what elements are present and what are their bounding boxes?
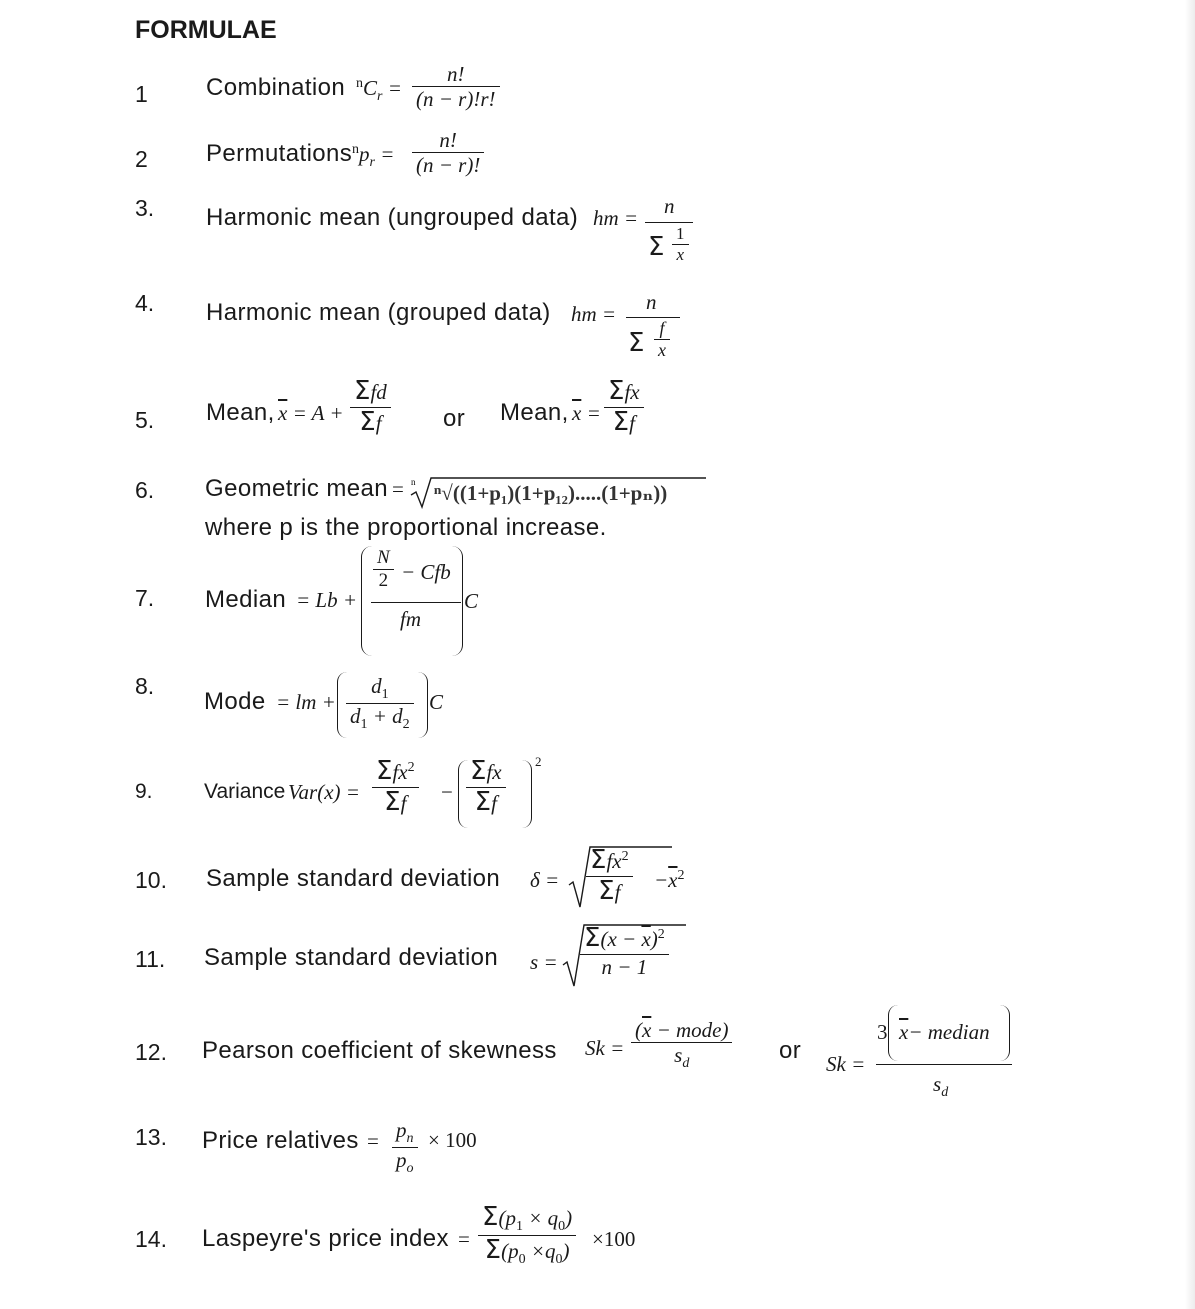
fraction-bar [645,222,693,223]
skewness-mode-fraction: ($\overline{x}$ − mode) $s_d$ [631,1018,732,1072]
mean-assumed-fraction: Σfd Σf [350,377,391,438]
variance-symbol: Var(x) = [288,780,360,804]
variance-second-fraction: Σfx Σf [466,757,506,818]
formula-number: 5. [135,407,155,433]
formula-label: Mean, [206,399,275,426]
equals-sign: = [367,1129,379,1153]
combination-fraction: n! (n − r)!r! [412,62,500,111]
formula-label: Mode [204,688,266,715]
formula-label: Harmonic mean (grouped data) [206,299,551,326]
n-half-fraction: N 2 [373,547,394,592]
hm-symbol: hm = [571,302,617,326]
formula-label: Sample standard deviation [206,865,501,892]
class-width-c: C [429,690,444,714]
mean-expression-alt: $\overline{x}$ = [572,401,601,425]
permutation-symbol: $^np_r$ = [352,142,395,171]
equals-sign: = [392,477,404,501]
mean-expression: $\overline{x} = A$ + [278,401,344,425]
fm-denominator: fm [400,607,421,631]
formula-number: 6. [135,477,155,503]
sk-symbol-alt: Sk = [826,1052,866,1076]
numerator-n: n [646,290,657,314]
factor-three: 3 [877,1020,888,1044]
sigma-symbol: Σ [628,328,645,358]
formula-number: 11. [135,946,166,972]
price-relative-fraction: $p_n$ $p_o$ [392,1118,418,1178]
formula-number: 14. [135,1226,167,1252]
fraction-bar [371,602,461,603]
right-paren [452,546,463,656]
formula-note: where p is the proportional increase. [205,514,607,541]
formula-label: Sample standard deviation [204,944,499,971]
formula-label: Pearson coefficient of skewness [202,1037,557,1064]
median-lb: = Lb + [296,588,358,612]
formula-number: 9. [135,780,153,803]
permutation-fraction: n! (n − r)! [412,128,484,177]
s-symbol: s = [530,950,558,974]
formula-number: 4. [135,290,155,316]
formula-label: Combination [206,74,346,101]
variance-first-fraction: Σfx$^2$ Σf [372,757,419,818]
right-paren [1000,1005,1010,1061]
s-fraction: $\Sigma(x - \overline{x})^2$ n − 1 [580,924,669,979]
mode-fraction: $d_1$ $d_1 + d_2$ [346,674,414,734]
combination-symbol: $^nC_r$ = [356,76,402,105]
formula-number: 8. [135,673,155,699]
formula-label: Permutations [206,140,353,167]
minus-mean-squared: $-\overline{x}^2$ [654,868,685,892]
mean-direct-fraction: Σfx Σf [604,377,644,438]
formula-number: 1 [135,81,148,107]
or-connector: or [779,1037,802,1064]
hm-symbol: hm = [593,206,639,230]
sd-denominator: $s_d$ [933,1072,949,1101]
equals-sign: = [458,1227,470,1251]
numerator-n: n [664,194,675,218]
formula-label: Price relatives [202,1127,359,1154]
class-width-c: C [464,589,479,613]
left-paren [888,1005,898,1061]
sk-symbol: Sk = [585,1036,625,1060]
minus-cfb: − Cfb [401,560,451,584]
svg-text:n: n [411,477,416,487]
sigma-symbol: Σ [648,232,665,262]
formula-label: Laspeyre's price index [202,1225,449,1252]
reciprocal-fraction: 1 x [672,224,689,264]
formula-label: Median [205,586,287,613]
page-title: FORMULAE [135,16,277,44]
fraction-bar [876,1064,1012,1065]
formula-number: 13. [135,1124,167,1150]
formula-label: Harmonic mean (ungrouped data) [206,204,579,231]
right-paren [418,672,428,738]
right-paren [522,760,532,828]
f-over-x-fraction: f x [654,318,670,360]
formula-number: 2 [135,146,148,172]
page-edge-shadow [1185,0,1195,1309]
formula-number: 7. [135,585,155,611]
formula-label: Geometric mean [205,475,388,502]
delta-fraction: Σfx$^2$ Σf [586,846,633,907]
geometric-radicand: ⁿ√((1+p₁)(1+p₁₂).....(1+pₙ)) [434,481,668,505]
formula-number: 12. [135,1039,167,1065]
or-connector: or [443,405,466,432]
mode-lm: = lm + [276,690,336,714]
formula-number: 10. [135,867,167,893]
mean-minus-median: $\overline{x}-$ median [899,1020,990,1044]
minus-sign: − [441,780,453,804]
formula-number: 3. [135,195,155,221]
laspeyre-fraction: $\Sigma(p_1 \times q_0)$ $\Sigma(p_0 \times q_0)$ [478,1203,576,1269]
formula-label: Variance [204,780,286,803]
left-paren [361,546,372,656]
fraction-bar [626,317,680,318]
delta-symbol: δ = [530,868,560,892]
formula-label-alt: Mean, [500,399,569,426]
times-hundred: ×100 [592,1227,636,1251]
times-hundred: × 100 [428,1128,477,1152]
square-exponent: 2 [535,754,542,769]
